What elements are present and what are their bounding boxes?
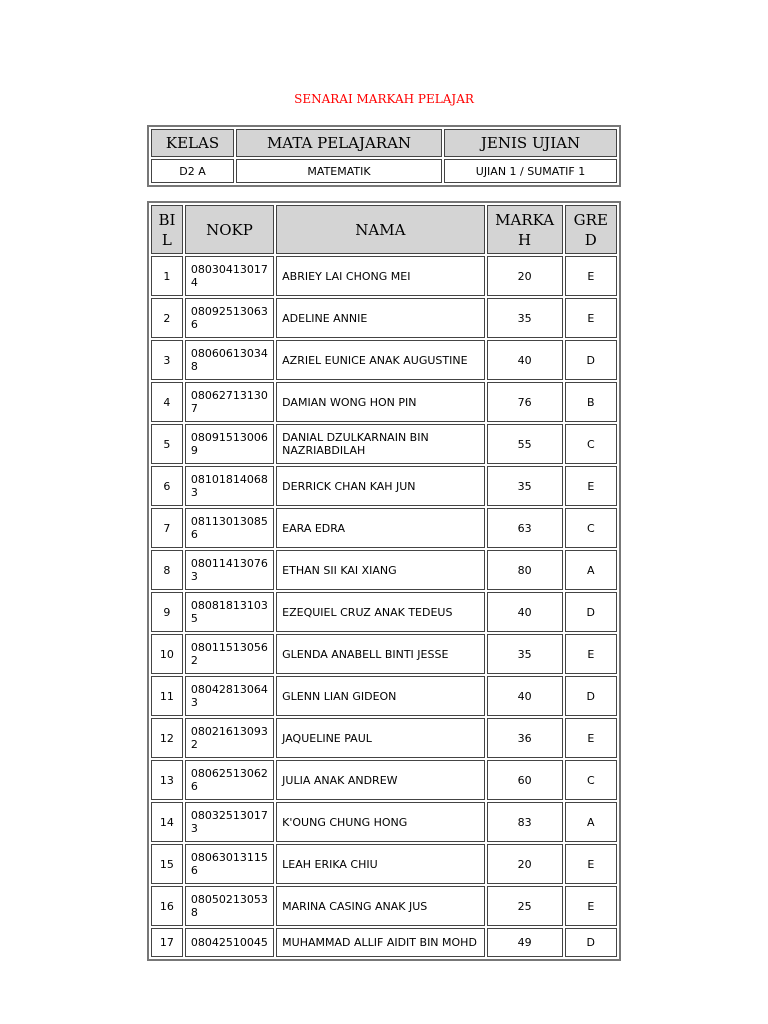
mata-pelajaran-value: MATEMATIK (236, 159, 442, 183)
header-mata-pelajaran: MATA PELAJARAN (236, 129, 442, 157)
nokp-cell: 08113013085 6 (185, 508, 274, 548)
nama-cell: ADELINE ANNIE (276, 298, 484, 338)
bil-cell: 10 (151, 634, 183, 674)
nokp-cell: 08063013115 6 (185, 844, 274, 884)
gred-cell: B (565, 382, 617, 422)
markah-cell: 20 (487, 844, 563, 884)
gred-cell: A (565, 802, 617, 842)
nokp-cell: 08030413017 4 (185, 256, 274, 296)
nokp-cell: 08032513017 3 (185, 802, 274, 842)
table-row (151, 718, 617, 758)
markah-cell: 63 (487, 508, 563, 548)
nama-cell: LEAH ERIKA CHIU (276, 844, 484, 884)
table-row (151, 802, 617, 842)
bil-cell: 16 (151, 886, 183, 926)
nokp-cell: 08092513063 6 (185, 298, 274, 338)
table-row (151, 508, 617, 548)
bil-cell: 12 (151, 718, 183, 758)
gred-cell: D (565, 340, 617, 380)
nokp-cell: 08042510045 (185, 928, 274, 957)
markah-cell: 40 (487, 592, 563, 632)
markah-cell: 49 (487, 928, 563, 957)
bil-cell: 15 (151, 844, 183, 884)
nama-cell: JULIA ANAK ANDREW (276, 760, 484, 800)
markah-cell: 35 (487, 466, 563, 506)
nokp-cell: 08101814068 3 (185, 466, 274, 506)
bil-cell: 6 (151, 466, 183, 506)
header-nokp: NOKP (185, 205, 274, 254)
table-row (151, 256, 617, 296)
bil-cell: 5 (151, 424, 183, 464)
header-kelas: KELAS (151, 129, 234, 157)
bil-cell: 17 (151, 928, 183, 957)
nama-cell: MUHAMMAD ALLIF AIDIT BIN MOHD (276, 928, 484, 957)
markah-cell: 60 (487, 760, 563, 800)
marks-header-row (151, 205, 617, 254)
table-row (151, 886, 617, 926)
nokp-cell: 08060613034 8 (185, 340, 274, 380)
nokp-cell: 08021613093 2 (185, 718, 274, 758)
bil-cell: 3 (151, 340, 183, 380)
nokp-cell: 08011513056 2 (185, 634, 274, 674)
bil-cell: 8 (151, 550, 183, 590)
markah-cell: 40 (487, 340, 563, 380)
nama-cell: EARA EDRA (276, 508, 484, 548)
gred-cell: C (565, 760, 617, 800)
markah-cell: 40 (487, 676, 563, 716)
markah-cell: 25 (487, 886, 563, 926)
nokp-cell: 08062513062 6 (185, 760, 274, 800)
markah-cell: 35 (487, 298, 563, 338)
gred-cell: E (565, 256, 617, 296)
table-row (151, 928, 617, 957)
nokp-cell: 08091513006 9 (185, 424, 274, 464)
gred-cell: E (565, 886, 617, 926)
nama-cell: DANIAL DZULKARNAIN BIN NAZRIABDILAH (276, 424, 484, 464)
gred-cell: D (565, 592, 617, 632)
nama-cell: EZEQUIEL CRUZ ANAK TEDEUS (276, 592, 484, 632)
nama-cell: AZRIEL EUNICE ANAK AUGUSTINE (276, 340, 484, 380)
gred-cell: E (565, 844, 617, 884)
kelas-value: D2 A (151, 159, 234, 183)
header-bil: BI L (151, 205, 183, 254)
nama-cell: MARINA CASING ANAK JUS (276, 886, 484, 926)
gred-cell: E (565, 298, 617, 338)
nama-cell: GLENN LIAN GIDEON (276, 676, 484, 716)
gred-cell: E (565, 466, 617, 506)
nama-cell: GLENDA ANABELL BINTI JESSE (276, 634, 484, 674)
nama-cell: K'OUNG CHUNG HONG (276, 802, 484, 842)
class-info-value-row (151, 159, 617, 183)
bil-cell: 14 (151, 802, 183, 842)
nama-cell: ETHAN SII KAI XIANG (276, 550, 484, 590)
gred-cell: A (565, 550, 617, 590)
gred-cell: D (565, 928, 617, 957)
table-row (151, 424, 617, 464)
bil-cell: 1 (151, 256, 183, 296)
markah-cell: 80 (487, 550, 563, 590)
marks-body (151, 256, 617, 957)
gred-cell: C (565, 508, 617, 548)
gred-cell: D (565, 676, 617, 716)
nama-cell: DERRICK CHAN KAH JUN (276, 466, 484, 506)
header-jenis-ujian: JENIS UJIAN (444, 129, 617, 157)
markah-cell: 20 (487, 256, 563, 296)
header-nama: NAMA (276, 205, 484, 254)
jenis-ujian-value: UJIAN 1 / SUMATIF 1 (444, 159, 617, 183)
table-row (151, 466, 617, 506)
header-gred: GRE D (565, 205, 617, 254)
class-info-table (147, 125, 621, 187)
nama-cell: DAMIAN WONG HON PIN (276, 382, 484, 422)
nama-cell: ABRIEY LAI CHONG MEI (276, 256, 484, 296)
bil-cell: 11 (151, 676, 183, 716)
table-row (151, 592, 617, 632)
header-markah: MARKA H (487, 205, 563, 254)
table-row (151, 634, 617, 674)
bil-cell: 4 (151, 382, 183, 422)
markah-cell: 83 (487, 802, 563, 842)
bil-cell: 9 (151, 592, 183, 632)
nokp-cell: 08081813103 5 (185, 592, 274, 632)
gred-cell: C (565, 424, 617, 464)
nokp-cell: 08050213053 8 (185, 886, 274, 926)
markah-cell: 55 (487, 424, 563, 464)
page-title: SENARAI MARKAH PELAJAR (294, 92, 474, 106)
gred-cell: E (565, 718, 617, 758)
nama-cell: JAQUELINE PAUL (276, 718, 484, 758)
markah-cell: 76 (487, 382, 563, 422)
table-row (151, 340, 617, 380)
gred-cell: E (565, 634, 617, 674)
table-row (151, 760, 617, 800)
class-info-header-row (151, 129, 617, 157)
table-row (151, 382, 617, 422)
nokp-cell: 08062713130 7 (185, 382, 274, 422)
markah-cell: 36 (487, 718, 563, 758)
table-row (151, 676, 617, 716)
nokp-cell: 08011413076 3 (185, 550, 274, 590)
markah-cell: 35 (487, 634, 563, 674)
bil-cell: 7 (151, 508, 183, 548)
table-row (151, 844, 617, 884)
marks-table (147, 201, 621, 961)
bil-cell: 2 (151, 298, 183, 338)
table-row (151, 550, 617, 590)
nokp-cell: 08042813064 3 (185, 676, 274, 716)
bil-cell: 13 (151, 760, 183, 800)
table-row (151, 298, 617, 338)
